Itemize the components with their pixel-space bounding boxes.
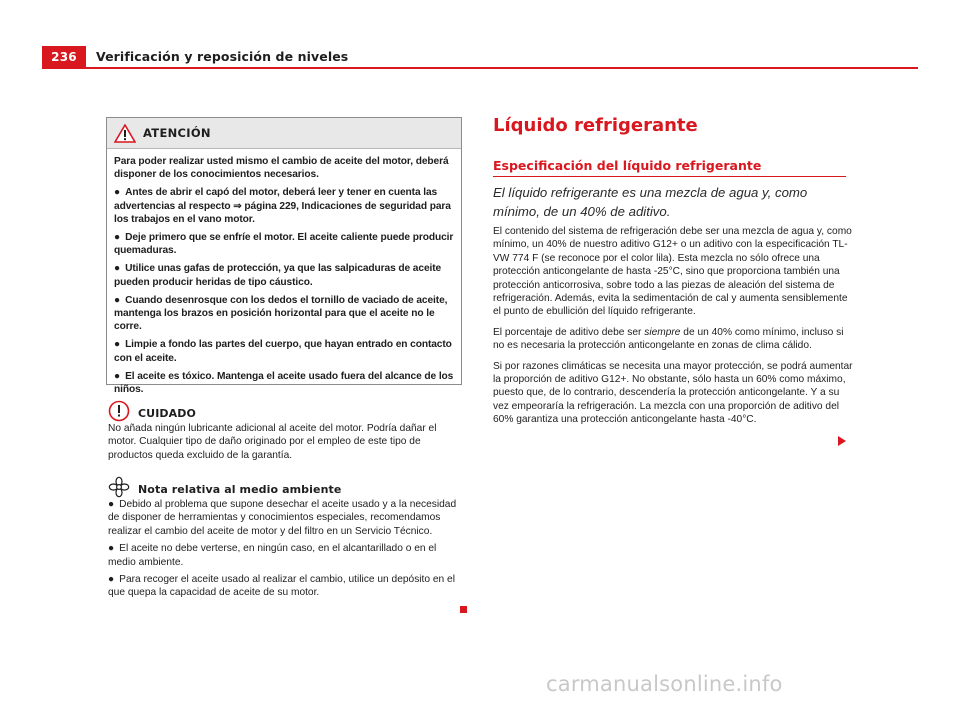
- environment-note: [108, 476, 464, 604]
- section-body: [493, 225, 853, 434]
- warning-header: [107, 118, 461, 149]
- warning-triangle-icon: [114, 124, 136, 143]
- header-rule: [42, 67, 918, 69]
- continue-arrow-icon: [838, 436, 846, 446]
- lead-paragraph: El líquido refrigerante es una mezcla de agua y, como mínimo, de un 40% de aditivo.: [493, 185, 808, 219]
- warning-item: ● Deje primero que se enfríe el motor. El aceite caliente puede producir quemaduras.: [114, 232, 454, 257]
- body-paragraph: Si por razones climáticas se necesita una mayor protección, se podrá aumentar la proporción de aditivo G12+. No obstante, sólo hasta un 60% como máximo, puesto que, de lo contrario, descendería la protección anticongelante. Y a su vez empeoraría la refrigeración. La mezcla con una proporción de aditivo del 60% garantiza una protección anticongelante hasta -40°C.: [493, 360, 853, 426]
- caution-title: CUIDADO: [138, 407, 196, 420]
- exclamation-circle-icon: [108, 400, 130, 422]
- section-title: Líquido refrigerante: [493, 115, 698, 136]
- warning-box: [106, 117, 462, 396]
- warning-item: ● Limpie a fondo las partes del cuerpo, que hayan entrado en contacto con el aceite.: [114, 339, 452, 364]
- warning-item: ● Antes de abrir el capó del motor, deberá leer y tener en cuenta las advertencias al respecto ⇒ página 229, Indicaciones de seguridad para los trabajos en el vano motor.: [114, 187, 451, 225]
- environment-item: ● El aceite no debe verterse, en ningún caso, en el alcantarillado o en el medio ambiente.: [108, 543, 437, 568]
- warning-item: ● Cuando desenrosque con los dedos el tornillo de vaciado de aceite, mantenga los brazos en posición horizontal para que el aceite no le corre.: [114, 294, 448, 333]
- header-title: Verificación y reposición de niveles: [96, 49, 349, 64]
- warning-item: ● El aceite es tóxico. Mantenga el aceite usado fuera del alcance de los niños.: [114, 370, 454, 396]
- warning-title: ATENCIÓN: [143, 126, 211, 140]
- caution-block: [108, 400, 464, 466]
- body-paragraph: El contenido del sistema de refrigeración debe ser una mezcla de agua y, como mínimo, un 40% de nuestro aditivo G12+ o un aditivo con la especificación TL-VW 774 F (se reconoce por el color lila). Esta mezcla no sólo ofrece una protección anticongelante de hasta -25°C, sino que proporciona también una protección anticorrosiva, sobre todo a las piezas de aleación del sistema de refrigeración. Además, evita la sedimentación de cal y aumenta sensiblemente el punto de ebullición del líquido refrigerante.: [493, 226, 852, 318]
- body-paragraph: El porcentaje de aditivo debe ser siempre de un 40% como mínimo, incluso si no es necesaria la protección anticongelante en zonas de clima cálido.: [493, 326, 844, 352]
- environment-title: Nota relativa al medio ambiente: [138, 483, 342, 496]
- warning-body: [107, 149, 461, 396]
- subsection-title: Especificación del líquido refrigerante: [493, 158, 762, 173]
- warning-intro: Para poder realizar usted mismo el cambio de aceite del motor, deberá disponer de los conocimientos necesarios.: [114, 156, 449, 181]
- page-number: 236: [42, 46, 86, 68]
- caution-text: No añada ningún lubricante adicional al aceite del motor. Podría dañar el motor. Cualquier tipo de daño originado por el empleo de este tipo de productos queda excluido de la garantía.: [108, 423, 437, 461]
- flower-icon: [108, 476, 130, 498]
- environment-item: ● Debido al problema que supone desechar el aceite usado y a la necesidad de disponer de herramientas y conocimientos especiales, recomendamos realizar el cambio del aceite de motor y del filtro en un Servicio Técnico.: [108, 499, 457, 537]
- warning-item: ● Utilice unas gafas de protección, ya que las salpicaduras de aceite pueden producir heridas de tipo cáustico.: [114, 263, 442, 288]
- watermark: carmanualsonline.info: [546, 672, 783, 696]
- subsection-rule: [493, 176, 846, 177]
- end-of-section-mark: [460, 606, 467, 613]
- environment-item: ● Para recoger el aceite usado al realizar el cambio, utilice un depósito en el que quepa la capacidad de aceite de su motor.: [108, 574, 455, 599]
